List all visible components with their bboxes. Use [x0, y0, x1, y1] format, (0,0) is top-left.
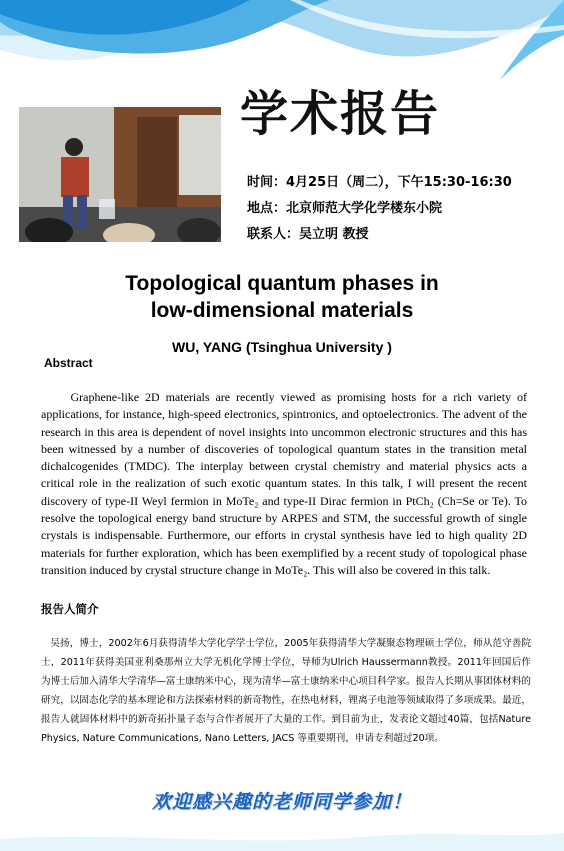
talk-title-line1: Topological quantum phases in: [125, 272, 439, 295]
abstract-body: Graphene-like 2D materials are recently viewed as promising hosts for a rich variety of applications, for instance, high-speed electronics, spintronics, and optoelectronics. The advent of the research in this area is dependent of novel insights into uncommon electronic structures and this has been witnessed by a number of discoveries of topological quantum states in the transition metal dichalcogenides (TMDC). The interplay between crystal chemistry and material physics acts a critical role in the realization of such exotic quantum states. In this talk, I will present the recent discovery of type-II Weyl fermion in MoTe₂ and type-II Dirac fermion in PtCh₂ (Ch=Se or Te). To resolve the topological energy band structure by ARPES and STM, the successful growth of single crystals is indispensable. Furthermore, our efforts in crystal synthesis have led to high quality 2D materials for further exploration, which has been exemplified by a recent study of topological phase transition induced by crystal structure change in MoTe₂. This will also be covered in this talk.: [41, 390, 527, 577]
time-info: 时间：4月25日（周二），下午15:30-16:30: [247, 175, 512, 190]
contact-info: 联系人：吴立明 教授: [247, 227, 369, 242]
bio-text: [41, 635, 531, 748]
abstract-heading: Abstract: [44, 356, 93, 370]
bio-body: 吴扬，博士，2002年6月获得清华大学化学学士学位，2005年获得清华大学凝聚态物理硕士学位，师从范守善院士，2011年获得美国亚利桑那州立大学无机化学博士学位，导师为Ulrich Haussermann教授。2011年回国后作为博士后加入清华大学清华—富士康纳米中心，现为清华—富士康纳米中心项目科学家。报告人长期从事团体材料的研究，以固态化学的基本理论和方法探索材料的新奇物性，在热电材料，锂离子电池等领域取得了多项成果。最近，报告人就固体材料中的新奇拓扑量子态与合作者展开了大量的工作。到目前为止，发表论文超过40篇，包括Nature Physics, Nature Communications, Nano Letters, JACS 等重要期刊，申请专利超过20项。: [41, 638, 531, 744]
speaker-photo: [19, 107, 221, 242]
bio-heading: 报告人简介: [41, 602, 99, 616]
talk-title-line2: low-dimensional materials: [150, 299, 414, 322]
talk-title: [20, 270, 544, 324]
bottom-wave-decoration: [0, 781, 564, 851]
location-info: 地点：北京师范大学化学楼东小院: [247, 201, 443, 216]
welcome-message: 欢迎感兴趣的老师同学参加！: [151, 791, 412, 813]
main-title: 学术报告: [240, 86, 441, 142]
abstract-text: [41, 389, 527, 579]
speaker-name: WU, YANG (Tsinghua University ): [172, 339, 392, 355]
